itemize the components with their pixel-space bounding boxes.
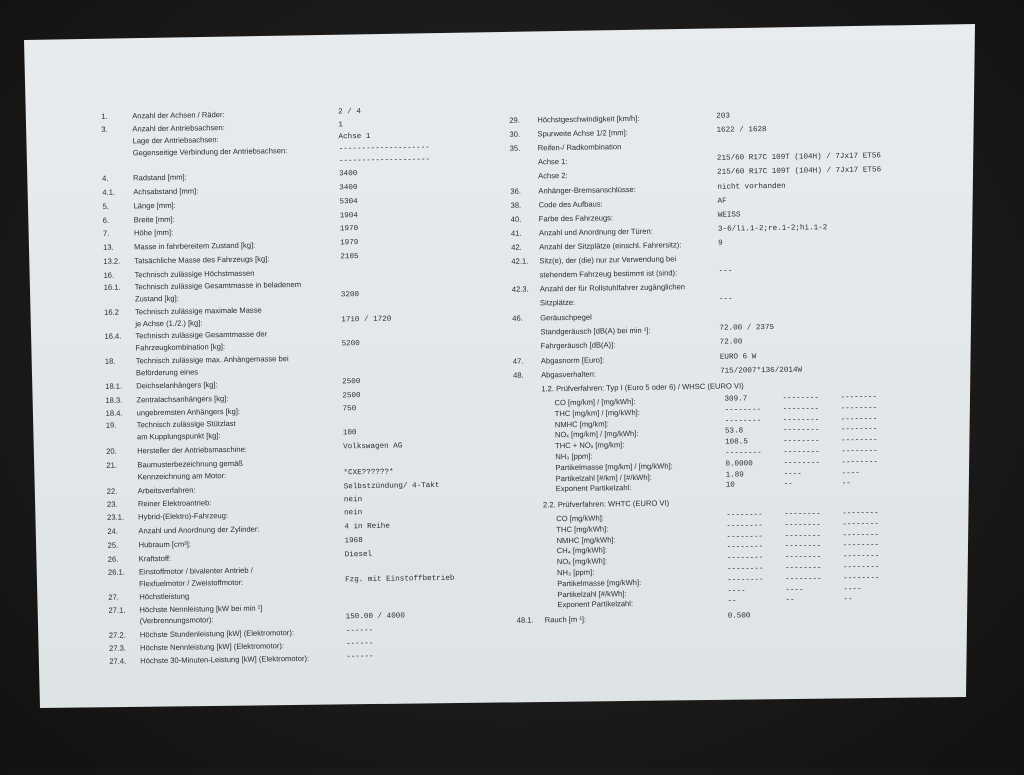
emission-label: NH₃ [ppm]: <box>556 567 595 578</box>
item-value: 3200 <box>340 291 360 300</box>
item-value: Volkswagen AG <box>343 442 403 452</box>
emission-value: -------- <box>784 510 821 519</box>
emission-label: NMHC [mg/km]: <box>554 418 609 429</box>
item-label: Reiner Elektroantrieb: <box>137 498 212 509</box>
emission-value: ---- <box>843 585 862 594</box>
emission-value: -------- <box>784 564 822 573</box>
item-label: stehendem Fahrzeug bestimmt ist (sind): <box>539 268 678 280</box>
emission-value: -------- <box>782 415 820 425</box>
item-value: --- <box>718 295 733 304</box>
item-value: nein <box>344 509 363 518</box>
item-label: Masse in fahrbereitem Zustand [kg]: <box>134 240 256 252</box>
emission-value: -------- <box>842 509 879 518</box>
emission-value: -------- <box>726 543 764 553</box>
item-number: 6. <box>102 215 110 225</box>
item-value: Selbstzündung/ 4-Takt <box>343 481 440 492</box>
item-label: Hersteller der Antriebsmaschine: <box>137 444 247 456</box>
emission-value: -------- <box>841 436 878 446</box>
emission-value: -------- <box>783 448 820 457</box>
item-value: -------------------- <box>338 156 431 166</box>
item-label: Kennzeichnung am Motor: <box>137 471 227 482</box>
item-number: 18.3. <box>105 395 123 405</box>
item-label: Lage der Antriebsachsen: <box>132 135 219 146</box>
item-label: Höchstgeschwindigkeit [km/h]: <box>537 113 640 125</box>
emission-label: Partikelmasse [mg/kWh]: <box>557 577 642 588</box>
item-label: Anzahl der für Rollstuhlfahrer zugänglichen <box>539 282 686 294</box>
emission-label: CO [mg/kWh]: <box>556 513 604 524</box>
item-label: Radstand [mm]: <box>133 172 187 183</box>
item-label: Deichselanhängers [kg]: <box>136 380 218 391</box>
emission-value: -------- <box>784 542 822 552</box>
emission-label: Exponent Partikelzahl: <box>557 599 634 610</box>
item-label: Technisch zulässige Gesamtmasse der <box>135 329 268 341</box>
item-label: Länge [mm]: <box>133 200 176 211</box>
emission-value: -------- <box>840 393 877 402</box>
item-label: Spurweite Achse 1/2 [mm]: <box>537 128 628 139</box>
item-value: 3400 <box>339 170 358 179</box>
item-label: Anhänger-Bremsanschlüsse: <box>538 184 636 196</box>
item-value: ------ <box>345 639 374 649</box>
item-number: 19. <box>105 420 117 430</box>
emission-value: 53.8 <box>724 427 744 437</box>
emission-value: -------- <box>783 459 820 468</box>
item-value: 1970 <box>339 225 359 234</box>
item-label: Zentralachsanhängers [kg]: <box>136 394 229 405</box>
item-label: je Achse (1./2.) [kg]: <box>135 318 203 329</box>
emission-value: -------- <box>784 521 821 530</box>
item-number: 27.2. <box>108 630 126 640</box>
item-number: 35. <box>509 143 521 153</box>
emission-value: -------- <box>782 426 820 436</box>
item-label: Reifen-/ Radkombination <box>537 142 622 153</box>
item-number: 18.4. <box>105 408 123 418</box>
item-number: 42.3. <box>511 284 529 294</box>
item-value: nicht vorhanden <box>717 182 786 192</box>
emission-value: -------- <box>784 553 822 562</box>
item-label: Hubraum [cm³]: <box>138 539 191 550</box>
item-label: Höchste Nennleistung [kW bei min ¹] <box>139 603 263 615</box>
item-number: 30. <box>509 129 521 139</box>
emission-label: Partikelzahl [#/km] / [#/kWh]: <box>555 472 652 483</box>
emission-value: ---- <box>727 586 746 596</box>
item-label: Breite [mm]: <box>133 214 175 225</box>
emission-label: Exponent Partikelzahl: <box>555 483 632 494</box>
emission-value: -- <box>727 597 737 607</box>
item-label: Sitzplätze: <box>539 297 576 308</box>
item-label: Technisch zulässige Stützlast <box>136 418 236 430</box>
item-number: 4. <box>102 173 109 183</box>
emission-label: THC [mg/km] / [mg/kWh]: <box>554 407 640 418</box>
emission-value: -------- <box>726 554 764 563</box>
emission-label: Partikelzahl [#/kWh]: <box>557 588 627 599</box>
item-number: 20. <box>106 446 117 456</box>
item-value: --- <box>718 267 733 276</box>
item-value: ------ <box>346 652 374 662</box>
item-label: Abgasverhalten: <box>541 369 597 380</box>
item-value: WEISS <box>717 211 741 220</box>
item-label: Beförderung eines <box>135 367 199 378</box>
item-label: Rauch [m ¹]: <box>544 614 587 625</box>
emission-value: -- <box>841 480 851 489</box>
item-label: Achse 1: <box>537 156 568 167</box>
item-value: 215/60 R17C 109T (104H) / 7Jx17 ET56 <box>716 152 881 163</box>
item-number: 27.1. <box>108 605 126 615</box>
item-number: 41. <box>510 228 522 238</box>
emission-value: 309.7 <box>724 395 748 404</box>
item-label: Abgasnorm [Euro]: <box>540 355 605 366</box>
item-value: 1968 <box>344 537 363 546</box>
item-label: Arbeitsverfahren: <box>137 485 196 496</box>
emission-value: -------- <box>785 575 822 584</box>
emission-value: -------- <box>841 458 878 467</box>
item-number: 18. <box>104 356 116 366</box>
item-label: Standgeräusch [dB(A) bei min ¹]: <box>540 325 651 337</box>
item-value: AF <box>717 197 727 206</box>
item-number: 27. <box>108 592 119 602</box>
item-label: Technisch zulässige Höchstmassen <box>134 268 255 280</box>
item-label: Anzahl und Anordnung der Türen: <box>538 226 653 238</box>
item-value: EURO 6 W <box>719 353 757 362</box>
item-value: Fzg. mit Einstoffbetrieb <box>345 574 455 585</box>
item-number: 18.1. <box>105 381 123 391</box>
item-label: Fahrzeugkombination [kg]: <box>135 342 226 353</box>
item-label: Technisch zulässige Gesamtmasse in beladenem <box>134 279 302 292</box>
emission-value: ---- <box>841 469 860 478</box>
item-label: am Kupplungspunkt [kg]: <box>136 431 221 442</box>
item-label: Höchste 30-Minuten-Leistung [kW] (Elektromotor): <box>140 653 310 666</box>
emission-value: -- <box>843 596 853 605</box>
item-number: 13. <box>103 242 114 252</box>
emission-value: -------- <box>726 511 763 520</box>
item-number: 26. <box>107 554 119 564</box>
item-label: Fahrgeräusch [dB(A)]: <box>540 340 616 351</box>
item-label: Baumusterbezeichnung gemäß <box>137 458 243 470</box>
item-value: 5200 <box>341 340 360 349</box>
item-number: 48. <box>513 370 524 380</box>
emission-label: THC [mg/kWh]: <box>556 524 609 534</box>
item-label: Höchste Nennleistung [kW] (Elektromotor): <box>140 641 285 653</box>
emission-value: -------- <box>727 575 764 585</box>
item-number: 4.1. <box>102 187 116 197</box>
emission-value: -------- <box>840 415 878 424</box>
emission-value: -------- <box>782 405 820 414</box>
emission-value: 1.89 <box>725 470 744 480</box>
item-number: 21. <box>106 460 117 470</box>
emission-value: -------- <box>783 437 820 446</box>
item-number: 16.2 <box>104 307 119 317</box>
item-label: Anzahl der Achsen / Räder: <box>132 110 225 121</box>
emission-value: -------- <box>840 425 878 435</box>
emission-value: 0.0000 <box>725 460 753 469</box>
emission-value: -------- <box>841 447 878 456</box>
item-value: 2500 <box>342 378 361 387</box>
item-number: 22. <box>106 486 118 496</box>
item-number: 48.1. <box>516 615 534 625</box>
item-value: 5304 <box>339 198 358 207</box>
emission-value: -------- <box>842 541 880 551</box>
item-label: (Verbrennungsmotor): <box>139 615 214 626</box>
item-value: 1 <box>338 121 343 130</box>
item-label: Anzahl der Antriebsachsen: <box>132 123 225 134</box>
emission-value: -- <box>783 481 793 490</box>
emission-label: THC + NOₓ [mg/km]: <box>555 440 625 451</box>
item-value: 203 <box>716 112 730 121</box>
item-value: 3400 <box>339 184 358 193</box>
emission-value: -------- <box>724 416 762 426</box>
item-value: 4 in Reihe <box>344 522 390 532</box>
emission-value: -- <box>785 597 795 606</box>
item-value: 1979 <box>340 239 359 248</box>
item-value: 0.500 <box>727 612 751 621</box>
item-value: 715/2007*136/2014W <box>719 366 803 376</box>
item-label: Technisch zulässige max. Anhängemasse bei <box>135 354 289 366</box>
emission-label: NOₓ [mg/kWh]: <box>556 556 608 567</box>
emission-label: NMHC [mg/kWh]: <box>556 534 616 545</box>
item-value: 1710 / 1720 <box>341 315 392 325</box>
item-number: 13.2. <box>103 256 121 266</box>
item-number: 23.1. <box>107 512 125 522</box>
item-label: Tatsächliche Masse des Fahrzeugs [kg]: <box>134 254 270 266</box>
emission-label: NH₃ [ppm]: <box>555 451 593 462</box>
item-number: 16. <box>103 270 115 280</box>
item-number: 40. <box>510 214 522 224</box>
item-value: nein <box>343 496 363 505</box>
item-label: Code des Aufbaus: <box>538 199 603 210</box>
item-label: ungebremsten Anhängers [kg]: <box>136 406 241 418</box>
item-label: Achse 2: <box>538 170 568 181</box>
emissions-section-title: 1.2. Prüfverfahren: Typ I (Euro 5 oder 6) / WHSC (EURO VI) <box>541 381 744 394</box>
item-value: -------------------- <box>338 144 430 154</box>
item-number: 16.1. <box>103 282 121 292</box>
item-number: 23. <box>106 499 118 509</box>
item-value: 215/60 R17C 109T (104H) / 7Jx17 ET56 <box>717 166 882 177</box>
item-number: 27.4. <box>109 656 127 666</box>
item-number: 47. <box>512 356 524 366</box>
item-number: 7. <box>102 228 110 238</box>
item-number: 1. <box>101 111 108 121</box>
item-value: Achse 1 <box>338 132 371 142</box>
item-number: 27.3. <box>109 643 127 653</box>
item-value: ------ <box>345 626 374 636</box>
item-label: Geräuschpegel <box>540 312 592 323</box>
item-number: 46. <box>512 313 523 323</box>
emission-value: -------- <box>843 574 880 583</box>
item-number: 16.4. <box>104 331 122 341</box>
item-value: 750 <box>342 405 357 414</box>
emission-value: -------- <box>784 531 822 541</box>
item-label: Gegenseitige Verbindung der Antriebsachsen: <box>132 146 288 158</box>
item-value: 1904 <box>339 212 358 221</box>
item-label: Höchste Stundenleistung [kW] (Elektromotor): <box>139 628 295 640</box>
item-value: 3-6/li.1-2;re.1-2;hi.1-2 <box>717 224 828 234</box>
item-label: Flexfuelmotor / Zweistoffmotor: <box>139 577 244 589</box>
emission-value: -------- <box>726 532 764 542</box>
item-number: 38. <box>510 200 522 210</box>
emission-value: -------- <box>842 520 879 529</box>
emission-value: -------- <box>725 449 762 458</box>
emission-value: 108.5 <box>725 438 748 447</box>
item-number: 24. <box>107 526 118 536</box>
emission-value: -------- <box>724 405 762 415</box>
emission-value: 10 <box>725 481 735 491</box>
item-value: 150.00 / 4000 <box>345 612 405 622</box>
item-value: 2500 <box>342 392 361 401</box>
item-label: Anzahl der Sitzplätze (einschl. Fahrersitz): <box>539 240 682 252</box>
item-value: 1622 / 1628 <box>716 126 767 135</box>
item-label: Achsabstand [mm]: <box>133 186 199 197</box>
item-label: Farbe des Fahrzeugs: <box>538 213 614 224</box>
item-value: *CXE??????* <box>343 468 394 478</box>
emission-value: ---- <box>783 470 802 479</box>
emission-value: -------- <box>842 563 880 572</box>
item-value: 100 <box>342 429 357 438</box>
emission-value: -------- <box>782 394 819 403</box>
item-value: 2 / 4 <box>338 108 362 117</box>
item-value: 9 <box>718 239 723 248</box>
emission-value: -------- <box>840 404 878 413</box>
emission-label: CO [mg/km] / [mg/kWh]: <box>554 396 636 408</box>
item-value: 2105 <box>340 253 359 262</box>
item-number: 29. <box>509 115 520 125</box>
emission-label: CH₄ [mg/kWh]: <box>556 545 608 556</box>
item-label: Hybrid-(Elektro)-Fahrzeug: <box>138 511 229 522</box>
emission-value: ---- <box>785 586 804 595</box>
emission-value: -------- <box>842 530 880 540</box>
emission-label: NOₓ [mg/km] / [mg/kWh]: <box>554 429 639 440</box>
item-label: Höhe [mm]: <box>133 227 174 238</box>
emission-value: -------- <box>726 565 764 574</box>
emissions-section-title: 2.2. Prüfverfahren: WHTC (EURO VI) <box>542 498 670 510</box>
item-number: 5. <box>102 201 109 211</box>
item-label: Sitz(e), der (die) nur zur Verwendung bei <box>539 254 677 266</box>
item-number: 25. <box>107 540 119 550</box>
item-label: Technisch zulässige maximale Masse <box>135 305 262 317</box>
item-label: Anzahl und Anordnung der Zylinder: <box>138 524 260 536</box>
item-value: 72.00 <box>719 338 743 347</box>
item-label: Zustand [kg]: <box>134 293 179 304</box>
item-number: 26.1. <box>107 567 125 577</box>
item-number: 36. <box>510 186 521 196</box>
item-label: Einstoffmotor / bivalenter Antrieb / <box>138 565 253 577</box>
emission-value: -------- <box>842 552 880 562</box>
item-number: 42.1. <box>511 256 529 266</box>
item-number: 42. <box>511 242 522 252</box>
item-label: Höchstleistung <box>139 591 190 602</box>
item-value: Diesel <box>344 550 373 560</box>
emission-label: Partikelmasse [mg/km] / [mg/kWh]: <box>555 461 673 472</box>
emission-value: -------- <box>726 521 763 531</box>
item-value: 72.00 / 2375 <box>719 323 775 333</box>
item-number: 3. <box>101 124 108 134</box>
item-label: Kraftstoff: <box>138 553 172 564</box>
